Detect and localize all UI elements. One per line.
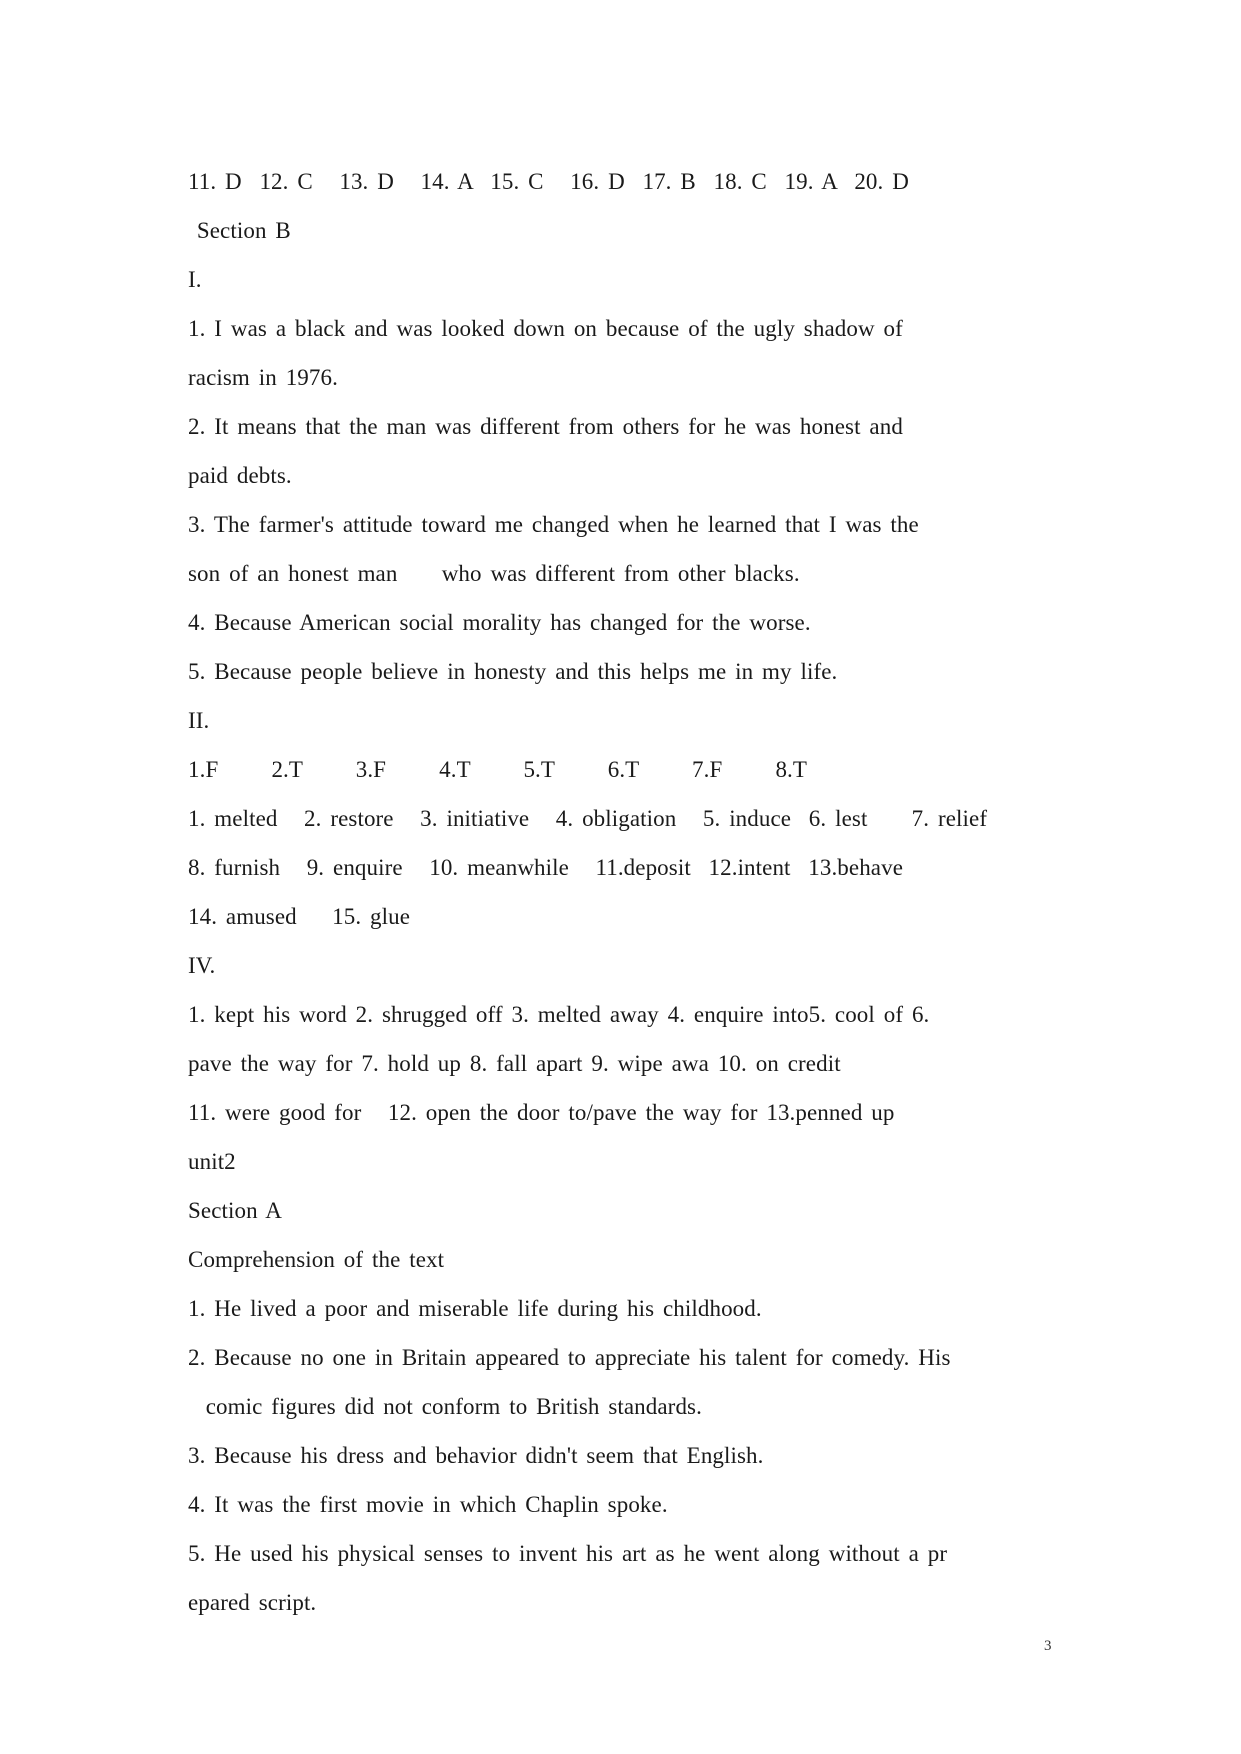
text-line: 2. Because no one in Britain appeared to appreciate his talent for comedy. His <box>188 1345 951 1370</box>
text-line: 1. kept his word 2. shrugged off 3. melted away 4. enquire into5. cool of 6. <box>188 1002 930 1027</box>
answer-key-text <box>188 157 1068 1627</box>
page-number: 3 <box>1044 1638 1052 1654</box>
part-heading: IV. <box>188 953 216 978</box>
text-line: comic figures did not conform to British standards. <box>188 1394 702 1419</box>
unit-heading: unit2 <box>188 1149 236 1174</box>
part-heading: I. <box>188 267 202 292</box>
text-line: son of an honest man who was different from other blacks. <box>188 561 800 586</box>
text-line: 1. He lived a poor and miserable life during his childhood. <box>188 1296 762 1321</box>
part-heading: Comprehension of the text <box>188 1247 445 1272</box>
text-line: 3. The farmer's attitude toward me changed when he learned that I was the <box>188 512 919 537</box>
text-line: 1. melted 2. restore 3. initiative 4. obligation 5. induce 6. lest 7. relief <box>188 806 988 831</box>
text-line: 11. were good for 12. open the door to/pave the way for 13.penned up <box>188 1100 895 1125</box>
text-line: 5. Because people believe in honesty and this helps me in my life. <box>188 659 838 684</box>
text-line: 2. It means that the man was different from others for he was honest and <box>188 414 903 439</box>
text-line: 14. amused 15. glue <box>188 904 411 929</box>
part-heading: II. <box>188 708 210 733</box>
section-heading: Section B <box>188 218 291 243</box>
text-line: epared script. <box>188 1590 317 1615</box>
text-line: 1.F 2.T 3.F 4.T 5.T 6.T 7.F 8.T <box>188 757 808 782</box>
text-line: racism in 1976. <box>188 365 338 390</box>
text-line: pave the way for 7. hold up 8. fall apart 9. wipe awa 10. on credit <box>188 1051 841 1076</box>
text-line: 3. Because his dress and behavior didn't seem that English. <box>188 1443 764 1468</box>
text-line: paid debts. <box>188 463 292 488</box>
section-heading: Section A <box>188 1198 282 1223</box>
text-line: 4. Because American social morality has changed for the worse. <box>188 610 811 635</box>
text-line: 11. D 12. C 13. D 14. A 15. C 16. D 17. B 18. C 19. A 20. D <box>188 169 909 194</box>
text-line: 5. He used his physical senses to invent his art as he went along without a pr <box>188 1541 948 1566</box>
text-line: 4. It was the first movie in which Chaplin spoke. <box>188 1492 668 1517</box>
text-line: 1. I was a black and was looked down on because of the ugly shadow of <box>188 316 903 341</box>
text-line: 8. furnish 9. enquire 10. meanwhile 11.deposit 12.intent 13.behave <box>188 855 904 880</box>
